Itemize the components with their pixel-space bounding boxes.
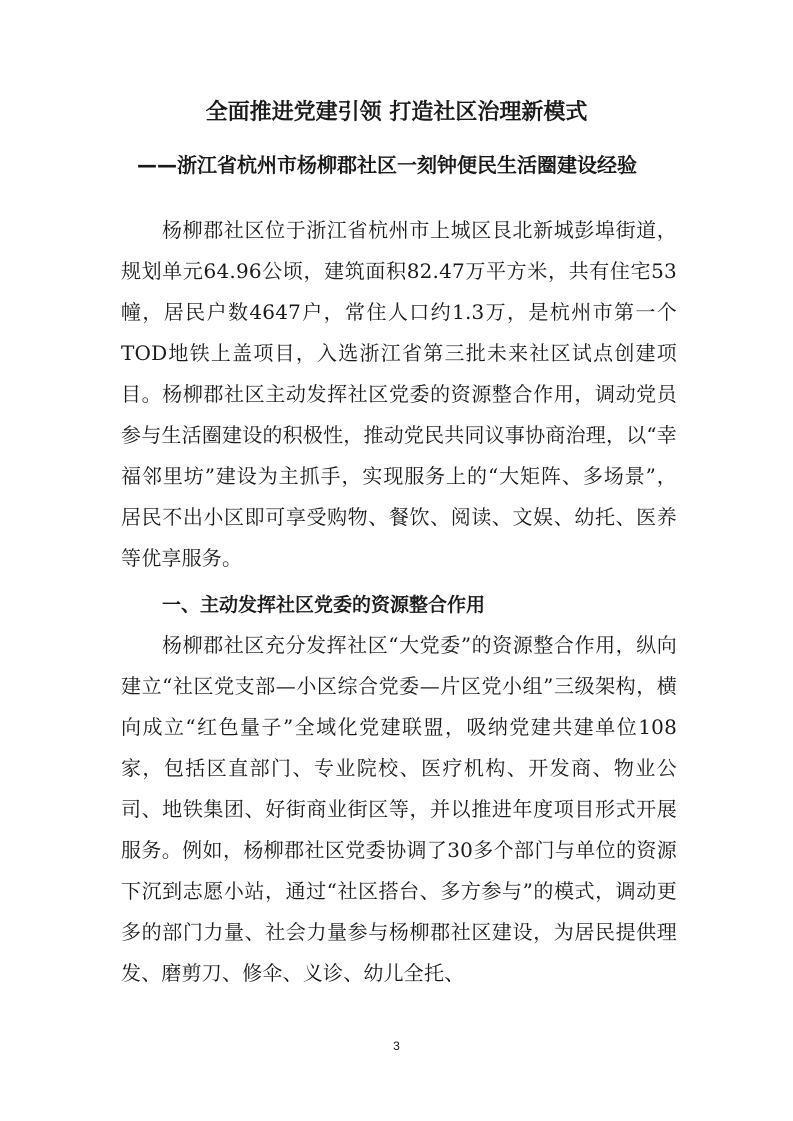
page-number: 3 — [393, 1039, 400, 1053]
intro-paragraph: 杨柳郡社区位于浙江省杭州市上城区艮北新城彭埠街道，规划单元64.96公顷，建筑面积82.47万平方米，共有住宅53幢，居民户数4647户，常住人口约1.3万，是杭州市第一个TOD地铁上盖项目，入选浙江省第三批未来社区试点创建项目。杨柳郡社区主动发挥社区党委的资源整合作用，调动党员参与生活圈建设的积极性，推动党民共同议事协商治理，以“幸福邻里坊”建设为主抓手，实现服务上的“大矩阵、多场景”，居民不出小区即可享受购物、餐饮、阅读、文娱、幼托、医养等优享服务。 — [121, 218, 677, 570]
section-paragraph: 杨柳郡社区充分发挥社区“大党委”的资源整合作用，纵向建立“社区党支部—小区综合党委—片区党小组”三级架构，横向成立“红色量子”全域化党建联盟，吸纳党建共建单位108家，包括区直部门、专业院校、医疗机构、开发商、物业公司、地铁集团、好街商业街区等，并以推进年度项目形式开展服务。例如，杨柳郡社区党委协调了30多个部门与单位的资源下沉到志愿小站，通过“社区搭台、多方参与”的模式，调动更多的部门力量、社会力量参与杨柳郡社区建设，为居民提供理发、磨剪刀、修伞、义诊、幼儿全托、 — [121, 633, 677, 985]
section-heading: 一、主动发挥社区党委的资源整合作用 — [162, 594, 486, 616]
document-title: 全面推进党建引领 打造社区治理新模式 — [205, 100, 588, 125]
document-subtitle: ——浙江省杭州市杨柳郡社区一刻钟便民生活圈建设经验 — [137, 153, 637, 177]
